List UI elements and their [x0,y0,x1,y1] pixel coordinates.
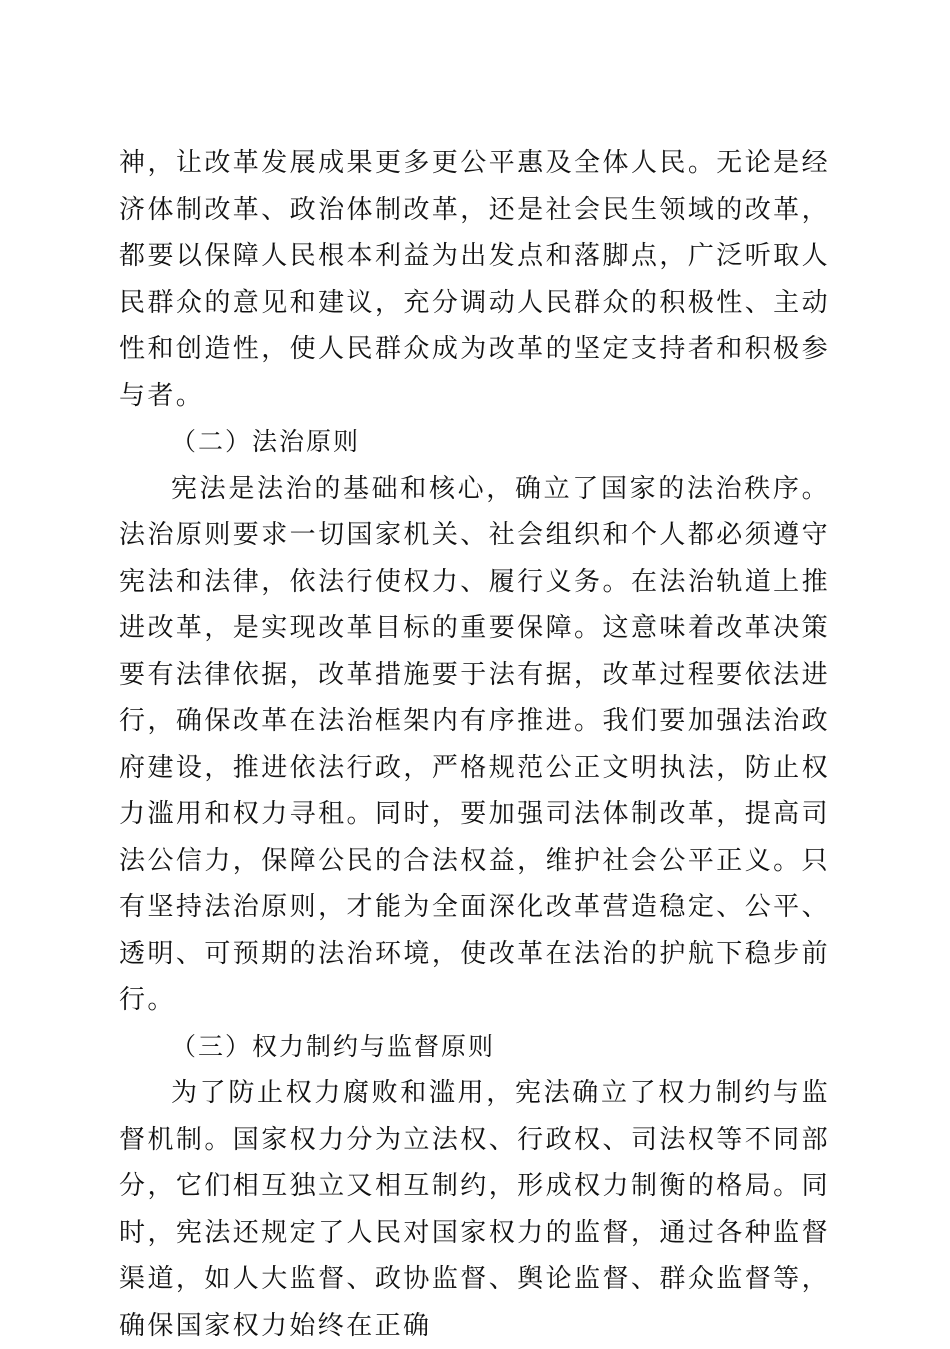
section-heading-rule-of-law: （二）法治原则 [171,427,361,456]
section-heading-power-checks: （三）权力制约与监督原则 [171,1031,496,1061]
document-body [119,140,830,1349]
paragraph-continued: 神，让改革发展成果更多更公平惠及全体人民。无论是经济体制改革、政治体制改革，还是社会民生领域的改革，都要以保障人民根本利益为出发点和落脚点，广泛听取人民群众的意见和建议，充分调动人民群众的积极性、主动性和创造性，使人民群众成为改革的坚定支持者和积极参与者。 [119,148,830,411]
paragraph-power-checks: 为了防止权力腐败和滥用，宪法确立了权力制约与监督机制。国家权力分为立法权、行政权、司法权等不同部分，它们相互独立又相互制约，形成权力制衡的格局。同时，宪法还规定了人民对国家权力的监督，通过各种监督渠道，如人大监督、政协监督、舆论监督、群众监督等，确保国家权力始终在正确 [119,1078,830,1341]
paragraph-rule-of-law: 宪法是法治的基础和核心，确立了国家的法治秩序。法治原则要求一切国家机关、社会组织和个人都必须遵守宪法和法律，依法行使权力、履行义务。在法治轨道上推进改革，是实现改革目标的重要保障。这意味着改革决策要有法律依据，改革措施要于法有据，改革过程要依法进行，确保改革在法治框架内有序推进。我们要加强法治政府建设，推进依法行政，严格规范公正文明执法，防止权力滥用和权力寻租。同时，要加强司法体制改革，提高司法公信力，保障公民的合法权益，维护社会公平正义。只有坚持法治原则，才能为全面深化改革营造稳定、公平、透明、可预期的法治环境，使改革在法治的护航下稳步前行。 [119,473,830,1015]
